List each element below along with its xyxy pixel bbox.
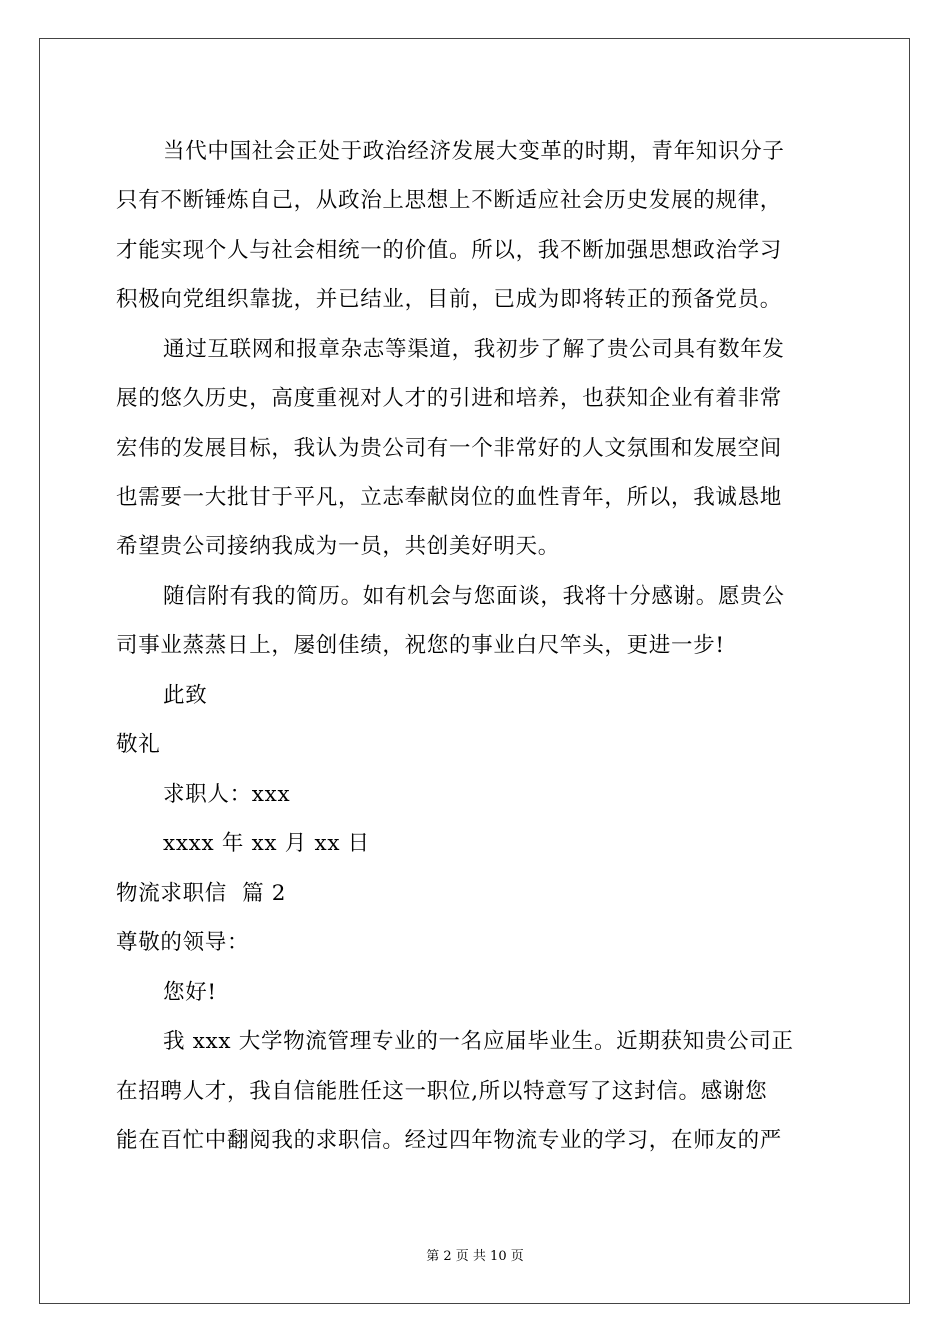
section-heading: 物流求职信 篇 2 — [116, 881, 287, 906]
text-line: 宏伟的发展目标，我认为贵公司有一个非常好的人文氛围和发展空间 — [116, 436, 783, 461]
text-line: 只有不断锤炼自己，从政治上思想上不断适应社会历史发展的规律， — [116, 188, 783, 213]
text-line: 我 xxx 大学物流管理专业的一名应届毕业生。近期获知贵公司正 — [163, 1029, 794, 1054]
page-footer: 第 2 页 共 10 页 — [426, 1249, 524, 1264]
text-line: 希望贵公司接纳我成为一员，共创美好明天。 — [116, 534, 561, 559]
closing-salutation: 此致 — [163, 683, 208, 708]
letter-date: xxxx 年 xx 月 xx 日 — [163, 831, 370, 856]
letter-greeting: 尊敬的领导： — [116, 930, 250, 955]
text-line: 能在百忙中翻阅我的求职信。经过四年物流专业的学习，在师友的严 — [116, 1128, 783, 1153]
text-line: 展的悠久历史，高度重视对人才的引进和培养，也获知企业有着非常 — [116, 386, 783, 411]
text-line: 通过互联网和报章杂志等渠道，我初步了解了贵公司具有数年发 — [163, 337, 785, 362]
page-border — [39, 38, 910, 1304]
text-line: 当代中国社会正处于政治经济发展大变革的时期，青年知识分子 — [163, 139, 785, 164]
text-line: 也需要一大批甘于平凡，立志奉献岗位的血性青年，所以，我诚恳地 — [116, 485, 783, 510]
letter-opening: 您好! — [163, 980, 217, 1005]
text-line: 才能实现个人与社会相统一的价值。所以，我不断加强思想政治学习 — [116, 238, 783, 263]
text-line: 随信附有我的简历。如有机会与您面谈，我将十分感谢。愿贵公 — [163, 584, 785, 609]
closing-respect: 敬礼 — [116, 732, 161, 757]
text-line: 司事业蒸蒸日上，屡创佳绩，祝您的事业白尺竿头，更进一步! — [116, 633, 725, 658]
text-line: 积极向党组织靠拢，并已结业，目前，已成为即将转正的预备党员。 — [116, 287, 783, 312]
applicant-name: 求职人：xxx — [163, 782, 291, 807]
text-line: 在招聘人才，我自信能胜任这一职位,所以特意写了这封信。感谢您 — [116, 1079, 768, 1104]
